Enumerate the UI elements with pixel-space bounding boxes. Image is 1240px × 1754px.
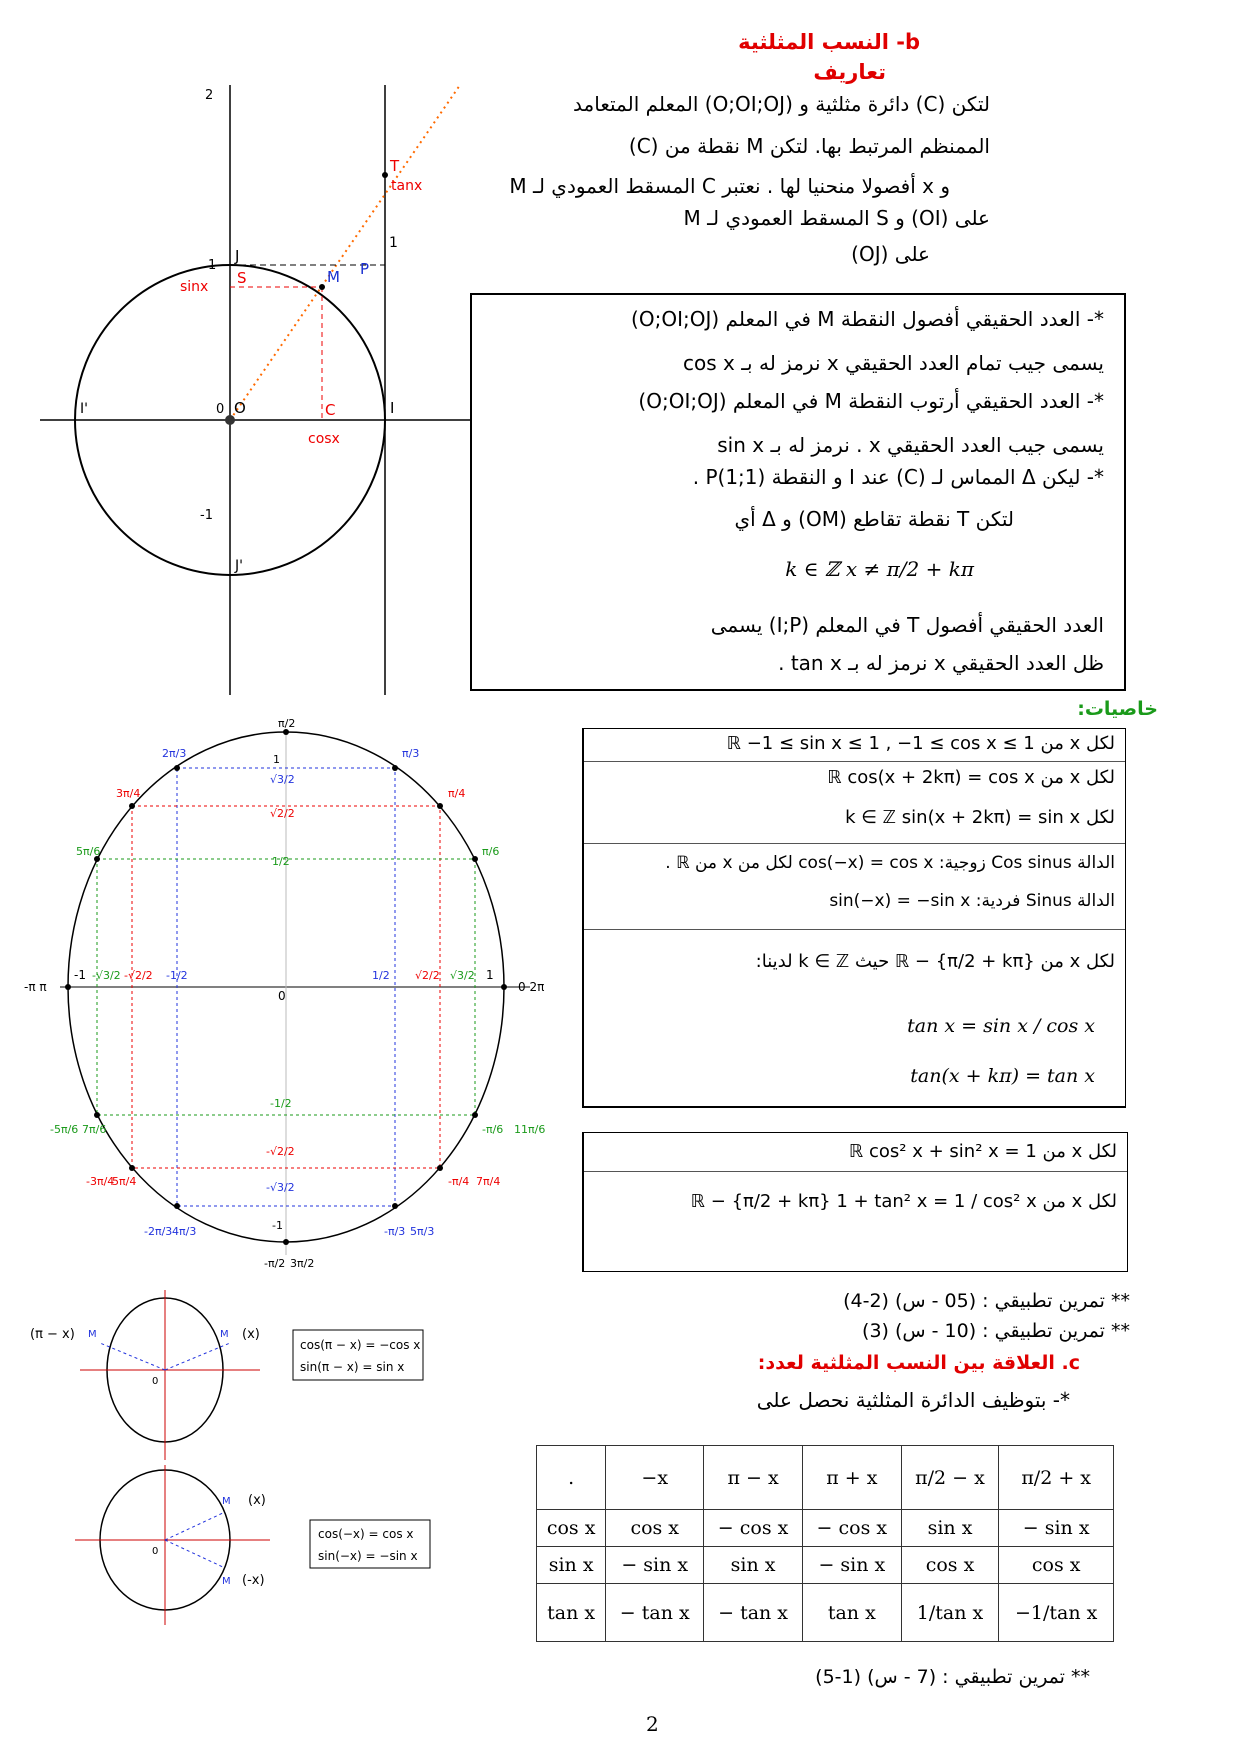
tick-label: 0 (216, 402, 225, 417)
angle-label: -π/3 (384, 1225, 406, 1238)
properties-title: خاصيات: (1077, 698, 1158, 720)
value-label: √3/2 (450, 969, 475, 982)
def-line: ظل العدد الحقيقي x نرمز له بـ tan x . (778, 651, 1104, 675)
value-label: -1/2 (270, 1097, 292, 1110)
intro-line: و x أفصولا منحنيا لها . نعتبر C المسقط العمودي لـ M (509, 174, 950, 198)
value-label: -1/2 (166, 969, 188, 982)
properties-box (582, 728, 1126, 1108)
table-cell: − cos x (704, 1510, 803, 1547)
value-label: √2/2 (270, 807, 295, 820)
angle-label: 0 2π (518, 980, 545, 994)
def-line: *- ليكن Δ المماس لـ (C) عند I و النقطة P(1;1) . (692, 465, 1104, 489)
angle-label: π/2 (278, 717, 296, 730)
point-label: P (360, 260, 370, 278)
table-cell: − sin x (606, 1547, 704, 1584)
fig-label: M (222, 1496, 231, 1507)
fig1-formula: cos(π − x) = −cos x (300, 1338, 421, 1352)
ray-up (165, 1512, 225, 1540)
angle-label: π/3 (402, 747, 420, 760)
fig-label: M (88, 1329, 97, 1340)
point-label: M (327, 268, 340, 286)
angle-label: 2π/3 (162, 747, 187, 760)
value-label: -√3/2 (92, 969, 121, 982)
angle-label: -π/4 (448, 1175, 470, 1188)
property-formula: tan x = sin x / cos x (907, 1015, 1095, 1037)
intro-line: على (OI) و S المسقط العمودي لـ M (683, 206, 990, 230)
section-b-subtitle: تعاريف (813, 60, 886, 84)
intro-line: لتكن (C) دائرة مثلثية و (O;OI;OJ) المعلم المتعامد (573, 92, 990, 116)
table-cell: cos x (901, 1547, 999, 1584)
angle-label: π/6 (482, 845, 500, 858)
table-cell: tan x (537, 1584, 606, 1642)
exercise-3: ** تمرين تطبيقي : (7 - س) (1-5) (815, 1666, 1090, 1688)
value-label: 1 (273, 753, 280, 766)
table-header-cell: . (537, 1446, 606, 1510)
angle-label: 3π/4 (116, 787, 141, 800)
fig2-formula: sin(−x) = −sin x (318, 1549, 418, 1563)
angle-label: π/4 (448, 787, 466, 800)
angle-label: -π/2 (264, 1257, 286, 1270)
table-header-cell: π + x (802, 1446, 901, 1510)
value-label: tanx (391, 178, 423, 194)
exercise-1: ** تمرين تطبيقي : (05 - س) (2-4) (843, 1290, 1130, 1312)
value-label: -√2/2 (124, 969, 153, 982)
value-label: 1/2 (372, 969, 390, 982)
intro-line: على (OJ) (851, 242, 930, 266)
angle-label: 5π/6 (76, 845, 101, 858)
table-row (537, 1547, 1114, 1584)
def-line: *- العدد الحقيقي أفصول النقطة M في المعلم (O;OI;OJ) (631, 307, 1104, 331)
value-label: 1 (486, 968, 494, 982)
section-b-title: b- النسب المثلثية (738, 30, 920, 54)
table-header-cell: −x (606, 1446, 704, 1510)
def-line: يسمى جيب تمام العدد الحقيقي x نرمز له بـ cos x (682, 351, 1104, 375)
angle-label: -2π/3 (144, 1225, 173, 1238)
table-cell: cos x (999, 1547, 1114, 1584)
fig-label: M (222, 1576, 231, 1587)
point-label: T (390, 157, 400, 175)
trig-circle-figure (40, 85, 470, 695)
table-cell: − sin x (999, 1510, 1114, 1547)
table-header-cell: π − x (704, 1446, 803, 1510)
table-cell: cos x (606, 1510, 704, 1547)
page-number: 2 (646, 1712, 659, 1736)
relations-table (536, 1445, 1114, 1642)
property-row: لكل x من ℝ cos² x + sin² x = 1 (849, 1141, 1117, 1162)
section-c-title: c. العلاقة بين النسب المثلثية لعدد: (757, 1352, 1080, 1374)
angle-label: 5π/3 (410, 1225, 435, 1238)
value-label: sinx (180, 279, 209, 295)
value-label: -√3/2 (266, 1181, 295, 1194)
table-cell: −1/tan x (999, 1584, 1114, 1642)
fig-label: (x) (248, 1493, 266, 1508)
def-line: لتكن T نقطة تقاطع (OM) و Δ أي (734, 507, 1014, 531)
def-line: *- العدد الحقيقي أرتوب النقطة M في المعلم (O;OI;OJ) (638, 389, 1104, 413)
value-label: 1/2 (272, 855, 290, 868)
table-header-cell: π/2 + x (999, 1446, 1114, 1510)
value-label: -√2/2 (266, 1145, 295, 1158)
property-row: الدالة Cos sinus زوجية: cos(−x) = cos x لكل من x من ℝ . (665, 853, 1115, 873)
table-cell: tan x (802, 1584, 901, 1642)
tick-label: -1 (200, 508, 213, 523)
line-om (230, 85, 460, 420)
value-label: √2/2 (415, 969, 440, 982)
property-row: لكل x من ℝ cos(x + 2kπ) = cos x (827, 767, 1115, 788)
value-label: -1 (74, 968, 86, 982)
angle-label: -3π/4 (86, 1175, 115, 1188)
point-label: J (235, 247, 240, 265)
properties-box-2 (582, 1132, 1128, 1272)
point-label: S (237, 269, 247, 287)
angle-label: 5π/4 (112, 1175, 137, 1188)
fig1-formula: sin(π − x) = sin x (300, 1360, 405, 1374)
special-values-circle (20, 715, 560, 1275)
table-cell: − sin x (802, 1547, 901, 1584)
angle-label: -π π (24, 980, 47, 994)
section-c-intro: *- بتوظيف الدائرة المثلثية نحصل على (756, 1388, 1070, 1412)
value-label: 0 (278, 989, 286, 1003)
def-line: يسمى جيب العدد الحقيقي x . نرمز له بـ sin x (717, 433, 1104, 457)
tick-label: 2 (205, 88, 214, 103)
property-row: لكل k ∈ ℤ sin(x + 2kπ) = sin x (845, 807, 1115, 828)
table-cell: − tan x (606, 1584, 704, 1642)
table-header-row (537, 1446, 1114, 1510)
table-cell: sin x (537, 1547, 606, 1584)
value-label: -1 (272, 1219, 283, 1232)
angle-label: 4π/3 (172, 1225, 197, 1238)
intro-text (470, 92, 990, 282)
fig2-formula: cos(−x) = cos x (318, 1527, 414, 1541)
point-label: I (390, 399, 395, 417)
point-label: C (325, 401, 336, 419)
fig-label: (x) (242, 1327, 260, 1342)
ray-down (165, 1540, 225, 1568)
tick-label: 1 (389, 235, 398, 251)
fig-label: (π − x) (30, 1327, 75, 1342)
angle-label: 11π/6 (514, 1123, 546, 1136)
point-t (382, 172, 388, 178)
property-row: لكل x من ℝ −1 ≤ sin x ≤ 1 , −1 ≤ cos x ≤ 1 (726, 733, 1115, 754)
def-formula: k ∈ ℤ x ≠ π/2 + kπ (785, 557, 974, 581)
table-cell: sin x (901, 1510, 999, 1547)
property-formula: tan(x + kπ) = tan x (910, 1065, 1095, 1087)
property-row: الدالة Sinus فردية: sin(−x) = −sin x (829, 891, 1115, 911)
definitions-box (470, 293, 1126, 691)
table-row (537, 1584, 1114, 1642)
exercise-2: ** تمرين تطبيقي : (10 - س) (3) (862, 1320, 1130, 1342)
point-m (319, 284, 325, 290)
point-label: O (234, 399, 246, 417)
symmetry-figures (30, 1290, 450, 1630)
angle-label: -π/6 (482, 1123, 504, 1136)
property-row: لكل x من ℝ − {π/2 + kπ} حيث k ∈ ℤ لدينا: (755, 951, 1115, 972)
point-label: J' (235, 558, 243, 574)
table-row (537, 1510, 1114, 1547)
tick-label: 1 (208, 258, 217, 273)
def-line: العدد الحقيقي أفصول T في المعلم (I;P) يسمى (710, 613, 1104, 637)
angle-label: -5π/6 (50, 1123, 79, 1136)
point-label: I' (80, 401, 88, 417)
table-cell: 1/tan x (901, 1584, 999, 1642)
value-label: cosx (308, 431, 340, 447)
property-row: لكل x من ℝ − {π/2 + kπ} 1 + tan² x = 1 / cos² x (690, 1191, 1117, 1212)
table-cell: sin x (704, 1547, 803, 1584)
fig-label: 0 (152, 1376, 159, 1387)
fig-label: M (220, 1329, 229, 1340)
fig-label: 0 (152, 1546, 159, 1557)
table-cell: cos x (537, 1510, 606, 1547)
angle-label: 7π/6 (82, 1123, 107, 1136)
table-cell: − cos x (802, 1510, 901, 1547)
table-header-cell: π/2 − x (901, 1446, 999, 1510)
angle-label: 3π/2 (290, 1257, 315, 1270)
fig-label: (-x) (242, 1573, 265, 1588)
intro-line: الممنظم المرتبط بها. لتكن M نقطة من (C) (628, 134, 990, 158)
value-label: √3/2 (270, 773, 295, 786)
table-cell: − tan x (704, 1584, 803, 1642)
angle-label: 7π/4 (476, 1175, 501, 1188)
